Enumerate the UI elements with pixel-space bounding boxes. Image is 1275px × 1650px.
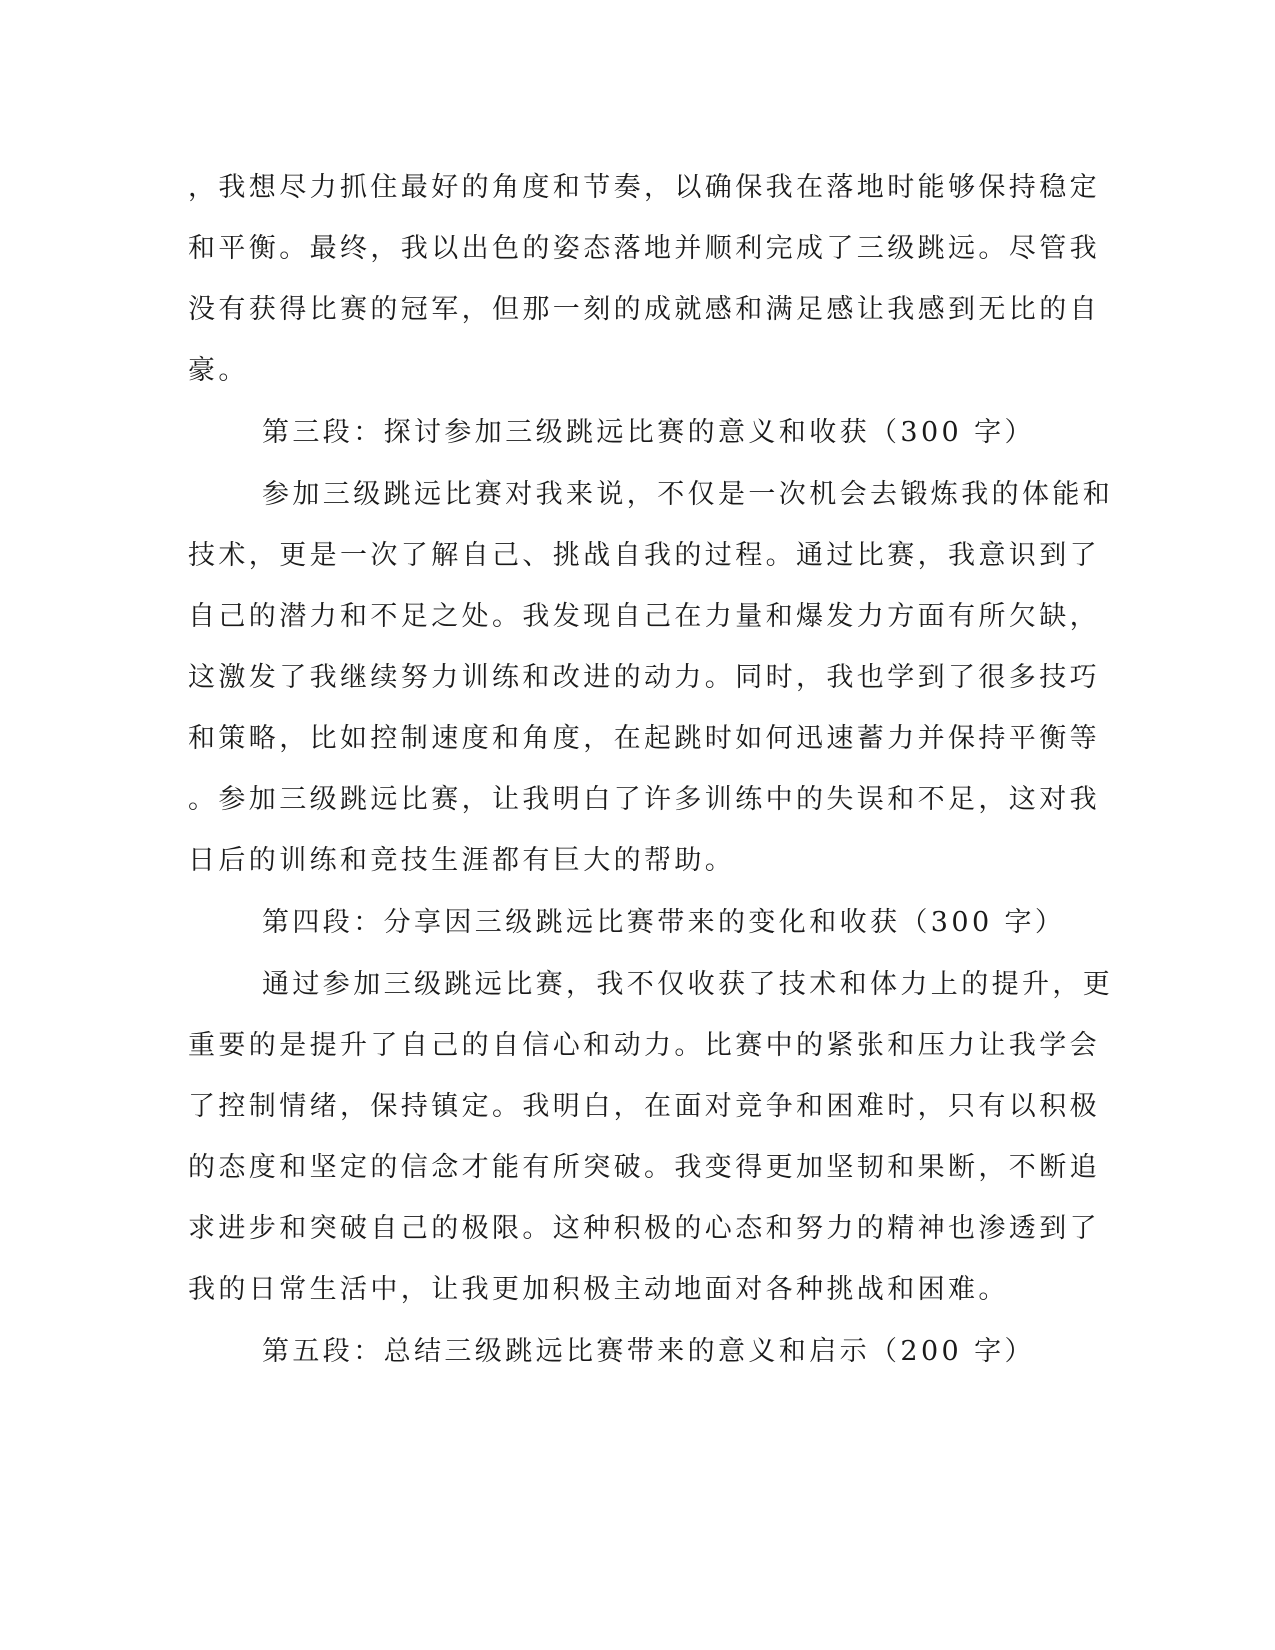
paragraph-line: 没有获得比赛的冠军，但那一刻的成就感和满足感让我感到无比的自 [188,294,1100,325]
paragraph-line: 的态度和坚定的信念才能有所突破。我变得更加坚韧和果断，不断追 [188,1152,1100,1183]
paragraph-line: 和策略，比如控制速度和角度，在起跳时如何迅速蓄力并保持平衡等 [188,723,1100,754]
paragraph-line: 这激发了我继续努力训练和改进的动力。同时，我也学到了很多技巧 [188,662,1100,693]
section-4-heading: 第四段：分享因三级跳远比赛带来的变化和收获（300 字） [262,907,1066,938]
paragraph-line: 参加三级跳远比赛对我来说，不仅是一次机会去锻炼我的体能和 [262,479,1114,510]
paragraph-line: 和平衡。最终，我以出色的姿态落地并顺利完成了三级跳远。尽管我 [188,233,1100,264]
paragraph-line: ，我想尽力抓住最好的角度和节奏，以确保我在落地时能够保持稳定 [188,172,1100,203]
paragraph-line: 。参加三级跳远比赛，让我明白了许多训练中的失误和不足，这对我 [188,784,1100,815]
paragraph-line: 了控制情绪，保持镇定。我明白，在面对竞争和困难时，只有以积极 [188,1091,1100,1122]
paragraph-line: 日后的训练和竞技生涯都有巨大的帮助。 [188,845,736,876]
paragraph-line: 通过参加三级跳远比赛，我不仅收获了技术和体力上的提升，更 [262,969,1114,1000]
paragraph-line: 重要的是提升了自己的自信心和动力。比赛中的紧张和压力让我学会 [188,1030,1100,1061]
section-5-heading: 第五段：总结三级跳远比赛带来的意义和启示（200 字） [262,1336,1035,1367]
paragraph-line: 自己的潜力和不足之处。我发现自己在力量和爆发力方面有所欠缺， [188,601,1100,632]
section-3-heading: 第三段：探讨参加三级跳远比赛的意义和收获（300 字） [262,417,1035,448]
paragraph-line: 我的日常生活中，让我更加积极主动地面对各种挑战和困难。 [188,1274,1009,1305]
paragraph-line: 豪。 [188,355,249,386]
paragraph-line: 求进步和突破自己的极限。这种积极的心态和努力的精神也渗透到了 [188,1213,1100,1244]
paragraph-line: 技术，更是一次了解自己、挑战自我的过程。通过比赛，我意识到了 [188,540,1100,571]
